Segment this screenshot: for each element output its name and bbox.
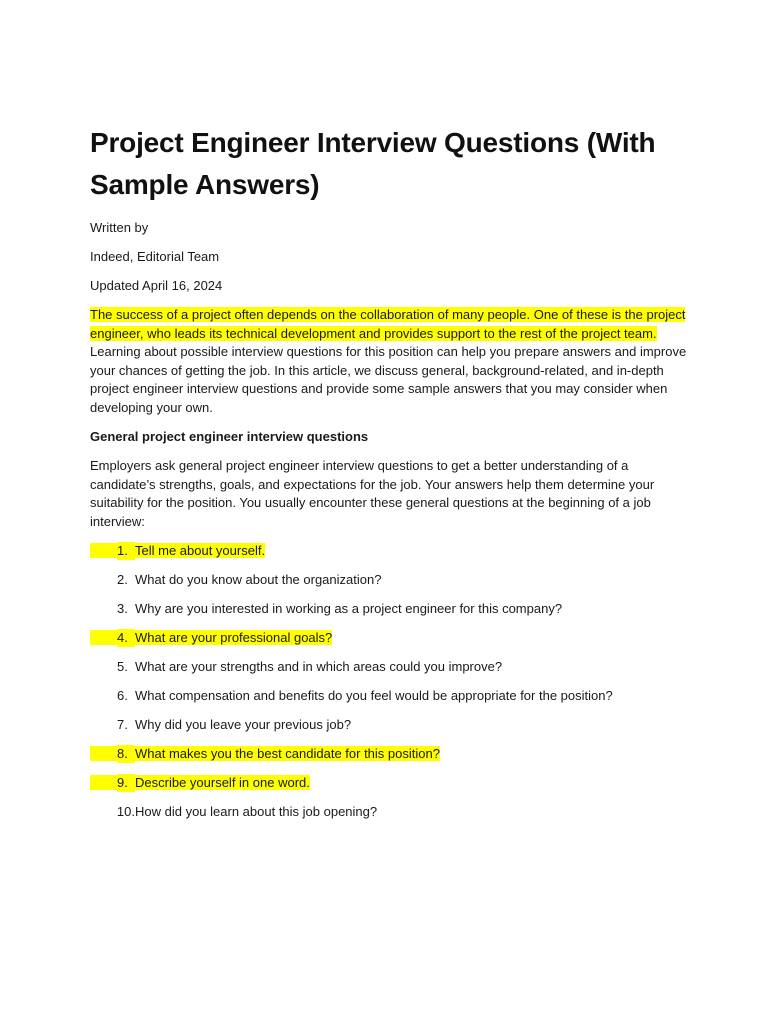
- question-text: [90, 717, 351, 732]
- list-item: [90, 658, 690, 676]
- question-text: [90, 688, 613, 703]
- document-title: Project Engineer Interview Questions (With Sample Answers): [90, 127, 656, 200]
- question-number: 6.: [117, 688, 128, 703]
- list-item: [90, 571, 690, 589]
- question-number: 10.: [116, 804, 135, 819]
- questions-list: [90, 542, 690, 821]
- question-text: [90, 630, 332, 645]
- list-item: [90, 745, 690, 763]
- intro-paragraph: [90, 306, 690, 417]
- question-text: [90, 775, 310, 790]
- question-number: 4.: [117, 629, 135, 647]
- list-item: [90, 774, 690, 792]
- question-label: What makes you the best candidate for this position?: [135, 746, 440, 761]
- section-paragraph: Employers ask general project engineer interview questions to get a better understanding of a candidate’s strengths, goals, and expectations for the job. Your answers help them determine your suitability for the position. You usually encounter these general questions at the beginning of a job interview:: [90, 458, 655, 529]
- question-number: 7.: [117, 717, 128, 732]
- section-heading: General project engineer interview questions: [90, 429, 369, 444]
- question-text: [90, 659, 502, 674]
- written-by-label: Written by: [90, 220, 149, 235]
- question-text: [90, 804, 377, 819]
- author-name: Indeed, Editorial Team: [90, 249, 220, 264]
- list-item: [90, 600, 690, 618]
- list-item: [90, 687, 690, 705]
- list-item: [90, 803, 690, 821]
- question-number: 2.: [117, 572, 128, 587]
- question-label: What compensation and benefits do you feel would be appropriate for the position?: [135, 688, 613, 703]
- list-item: [90, 716, 690, 734]
- question-number: 3.: [117, 601, 128, 616]
- question-text: [90, 543, 265, 558]
- question-text: [90, 572, 381, 587]
- question-number: 1.: [117, 542, 135, 560]
- question-label: What are your strengths and in which areas could you improve?: [135, 659, 503, 674]
- updated-date: Updated April 16, 2024: [90, 278, 223, 293]
- intro-remaining-text: Learning about possible interview questions for this position can help you prepare answers and improve your chances of getting the job. In this article, we discuss general, background-related, and in-depth project engineer interview questions and provide some sample answers that you may consider when developing your own.: [90, 344, 687, 415]
- question-label: What are your professional goals?: [135, 630, 333, 645]
- question-number: 8.: [117, 745, 135, 763]
- question-number: 9.: [117, 774, 135, 792]
- question-label: Describe yourself in one word.: [135, 775, 310, 790]
- question-label: Tell me about yourself.: [135, 543, 266, 558]
- question-text: [90, 601, 562, 616]
- list-item: [90, 629, 690, 647]
- question-label: Why did you leave your previous job?: [135, 717, 352, 732]
- document-content: [90, 122, 690, 832]
- question-label: What do you know about the organization?: [135, 572, 382, 587]
- question-text: [90, 746, 440, 761]
- question-label: Why are you interested in working as a project engineer for this company?: [135, 601, 563, 616]
- intro-highlighted-text: The success of a project often depends on the collaboration of many people. One of these is the project engineer, who leads its technical development and provides support to the rest of the project team.: [90, 307, 686, 341]
- list-item: [90, 542, 690, 560]
- question-label: How did you learn about this job opening?: [135, 804, 378, 819]
- question-number: 5.: [117, 659, 128, 674]
